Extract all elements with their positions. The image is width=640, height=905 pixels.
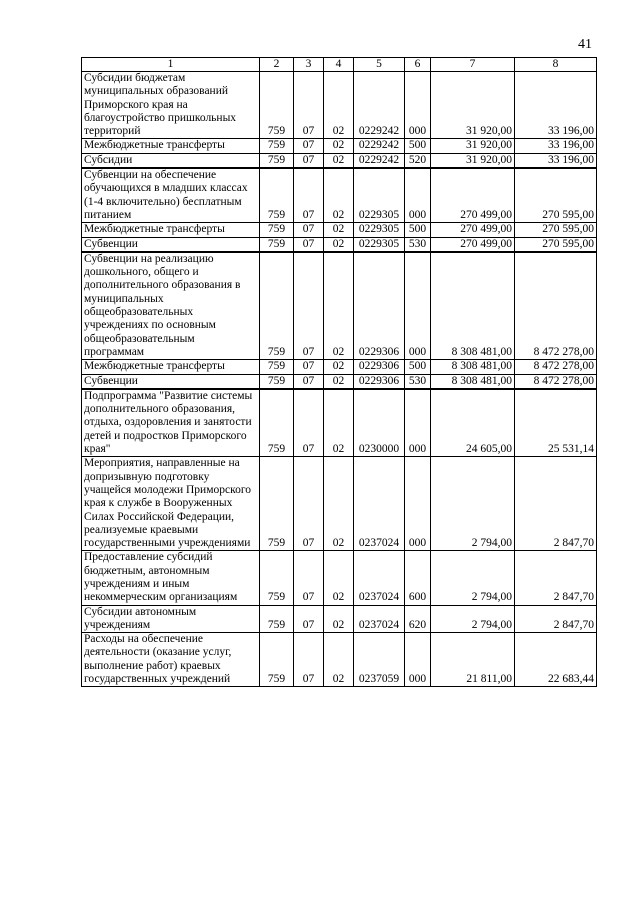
table-row bbox=[82, 551, 597, 605]
col-3-value: 07 bbox=[294, 457, 324, 551]
col-2-value: 759 bbox=[260, 252, 294, 360]
col-4-value: 02 bbox=[324, 223, 354, 237]
column-header: 7 bbox=[431, 58, 515, 72]
table-row bbox=[82, 360, 597, 374]
col-6-value: 000 bbox=[405, 72, 431, 139]
col-2-value: 759 bbox=[260, 139, 294, 153]
col-6-value: 500 bbox=[405, 139, 431, 153]
row-name: Субсидии автономным учреждениям bbox=[82, 605, 260, 633]
header-row bbox=[82, 58, 597, 72]
col-3-value: 07 bbox=[294, 168, 324, 223]
table-row bbox=[82, 139, 597, 153]
col-4-value: 02 bbox=[324, 168, 354, 223]
col-4-value: 02 bbox=[324, 252, 354, 360]
page-number: 41 bbox=[578, 37, 592, 52]
col-4-value: 02 bbox=[324, 389, 354, 457]
col-5-value: 0230000 bbox=[354, 389, 405, 457]
col-7-value: 2 794,00 bbox=[431, 457, 515, 551]
col-6-value: 000 bbox=[405, 168, 431, 223]
col-5-value: 0229242 bbox=[354, 139, 405, 153]
col-2-value: 759 bbox=[260, 374, 294, 389]
col-2-value: 759 bbox=[260, 605, 294, 633]
col-8-value: 270 595,00 bbox=[515, 223, 597, 237]
table-row bbox=[82, 223, 597, 237]
col-4-value: 02 bbox=[324, 605, 354, 633]
col-8-value: 22 683,44 bbox=[515, 633, 597, 687]
col-8-value: 33 196,00 bbox=[515, 153, 597, 168]
col-3-value: 07 bbox=[294, 633, 324, 687]
col-5-value: 0229305 bbox=[354, 237, 405, 252]
col-6-value: 620 bbox=[405, 605, 431, 633]
row-name: Субвенции на обеспечение обучающихся в младших классах (1-4 включительно) бесплатным питанием bbox=[82, 168, 260, 223]
table-row bbox=[82, 153, 597, 168]
col-6-value: 500 bbox=[405, 360, 431, 374]
col-8-value: 33 196,00 bbox=[515, 72, 597, 139]
table-row bbox=[82, 168, 597, 223]
column-header: 2 bbox=[260, 58, 294, 72]
col-2-value: 759 bbox=[260, 457, 294, 551]
column-header: 8 bbox=[515, 58, 597, 72]
row-name: Субвенции на реализацию дошкольного, общего и дополнительного образования в муниципальных общеобразовательных учреждениях по основным общеобразовательным программам bbox=[82, 252, 260, 360]
col-2-value: 759 bbox=[260, 237, 294, 252]
row-name: Мероприятия, направленные на допризывную подготовку учащейся молодежи Приморского края к службе в Вооруженных Силах Российской Федерации, реализуемые краевыми государственными учреждениями bbox=[82, 457, 260, 551]
table-row bbox=[82, 237, 597, 252]
col-8-value: 2 847,70 bbox=[515, 605, 597, 633]
col-7-value: 8 308 481,00 bbox=[431, 374, 515, 389]
col-5-value: 0229306 bbox=[354, 360, 405, 374]
row-name: Предоставление субсидий бюджетным, автономным учреждениям и иным некоммерческим организациям bbox=[82, 551, 260, 605]
budget-table bbox=[81, 57, 597, 687]
col-4-value: 02 bbox=[324, 139, 354, 153]
col-7-value: 31 920,00 bbox=[431, 153, 515, 168]
col-7-value: 8 308 481,00 bbox=[431, 252, 515, 360]
col-2-value: 759 bbox=[260, 153, 294, 168]
col-4-value: 02 bbox=[324, 237, 354, 252]
col-6-value: 000 bbox=[405, 457, 431, 551]
row-name: Субвенции bbox=[82, 237, 260, 252]
col-4-value: 02 bbox=[324, 633, 354, 687]
column-header: 6 bbox=[405, 58, 431, 72]
col-4-value: 02 bbox=[324, 551, 354, 605]
column-header: 1 bbox=[82, 58, 260, 72]
col-7-value: 8 308 481,00 bbox=[431, 360, 515, 374]
col-2-value: 759 bbox=[260, 72, 294, 139]
col-6-value: 000 bbox=[405, 633, 431, 687]
col-3-value: 07 bbox=[294, 605, 324, 633]
col-7-value: 21 811,00 bbox=[431, 633, 515, 687]
col-7-value: 270 499,00 bbox=[431, 168, 515, 223]
col-4-value: 02 bbox=[324, 457, 354, 551]
col-7-value: 31 920,00 bbox=[431, 139, 515, 153]
table-row bbox=[82, 374, 597, 389]
table-row bbox=[82, 389, 597, 457]
row-name: Межбюджетные трансферты bbox=[82, 360, 260, 374]
col-7-value: 31 920,00 bbox=[431, 72, 515, 139]
col-6-value: 530 bbox=[405, 237, 431, 252]
row-name: Субсидии бюджетам муниципальных образований Приморского края на благоустройство пришкольных территорий bbox=[82, 72, 260, 139]
col-2-value: 759 bbox=[260, 360, 294, 374]
col-5-value: 0229305 bbox=[354, 223, 405, 237]
table-body bbox=[82, 58, 597, 687]
col-4-value: 02 bbox=[324, 72, 354, 139]
col-7-value: 2 794,00 bbox=[431, 551, 515, 605]
col-2-value: 759 bbox=[260, 223, 294, 237]
col-7-value: 270 499,00 bbox=[431, 223, 515, 237]
column-header: 4 bbox=[324, 58, 354, 72]
col-5-value: 0229306 bbox=[354, 374, 405, 389]
column-header: 5 bbox=[354, 58, 405, 72]
col-5-value: 0229306 bbox=[354, 252, 405, 360]
col-6-value: 530 bbox=[405, 374, 431, 389]
col-3-value: 07 bbox=[294, 72, 324, 139]
column-header: 3 bbox=[294, 58, 324, 72]
col-8-value: 33 196,00 bbox=[515, 139, 597, 153]
col-3-value: 07 bbox=[294, 139, 324, 153]
col-8-value: 25 531,14 bbox=[515, 389, 597, 457]
col-2-value: 759 bbox=[260, 551, 294, 605]
table-row bbox=[82, 72, 597, 139]
row-name: Межбюджетные трансферты bbox=[82, 223, 260, 237]
col-8-value: 8 472 278,00 bbox=[515, 360, 597, 374]
col-3-value: 07 bbox=[294, 223, 324, 237]
col-8-value: 8 472 278,00 bbox=[515, 252, 597, 360]
row-name: Расходы на обеспечение деятельности (оказание услуг, выполнение работ) краевых государственных учреждений bbox=[82, 633, 260, 687]
col-7-value: 270 499,00 bbox=[431, 237, 515, 252]
col-3-value: 07 bbox=[294, 360, 324, 374]
col-8-value: 270 595,00 bbox=[515, 237, 597, 252]
col-5-value: 0237024 bbox=[354, 551, 405, 605]
col-6-value: 520 bbox=[405, 153, 431, 168]
row-name: Подпрограмма "Развитие системы дополнительного образования, отдыха, оздоровления и занятости детей и подростков Приморского края" bbox=[82, 389, 260, 457]
table-row bbox=[82, 252, 597, 360]
col-5-value: 0237059 bbox=[354, 633, 405, 687]
col-8-value: 270 595,00 bbox=[515, 168, 597, 223]
col-3-value: 07 bbox=[294, 237, 324, 252]
row-name: Субсидии bbox=[82, 153, 260, 168]
table-row bbox=[82, 457, 597, 551]
col-6-value: 600 bbox=[405, 551, 431, 605]
table-row bbox=[82, 633, 597, 687]
col-7-value: 2 794,00 bbox=[431, 605, 515, 633]
col-4-value: 02 bbox=[324, 374, 354, 389]
col-8-value: 2 847,70 bbox=[515, 457, 597, 551]
col-4-value: 02 bbox=[324, 360, 354, 374]
col-2-value: 759 bbox=[260, 633, 294, 687]
col-3-value: 07 bbox=[294, 389, 324, 457]
col-3-value: 07 bbox=[294, 374, 324, 389]
col-7-value: 24 605,00 bbox=[431, 389, 515, 457]
col-6-value: 000 bbox=[405, 252, 431, 360]
col-2-value: 759 bbox=[260, 389, 294, 457]
col-5-value: 0229242 bbox=[354, 153, 405, 168]
col-5-value: 0229305 bbox=[354, 168, 405, 223]
col-8-value: 2 847,70 bbox=[515, 551, 597, 605]
col-6-value: 500 bbox=[405, 223, 431, 237]
table-row bbox=[82, 605, 597, 633]
col-3-value: 07 bbox=[294, 153, 324, 168]
col-5-value: 0237024 bbox=[354, 457, 405, 551]
col-5-value: 0229242 bbox=[354, 72, 405, 139]
col-3-value: 07 bbox=[294, 551, 324, 605]
row-name: Субвенции bbox=[82, 374, 260, 389]
col-3-value: 07 bbox=[294, 252, 324, 360]
col-6-value: 000 bbox=[405, 389, 431, 457]
row-name: Межбюджетные трансферты bbox=[82, 139, 260, 153]
col-5-value: 0237024 bbox=[354, 605, 405, 633]
col-4-value: 02 bbox=[324, 153, 354, 168]
col-8-value: 8 472 278,00 bbox=[515, 374, 597, 389]
col-2-value: 759 bbox=[260, 168, 294, 223]
